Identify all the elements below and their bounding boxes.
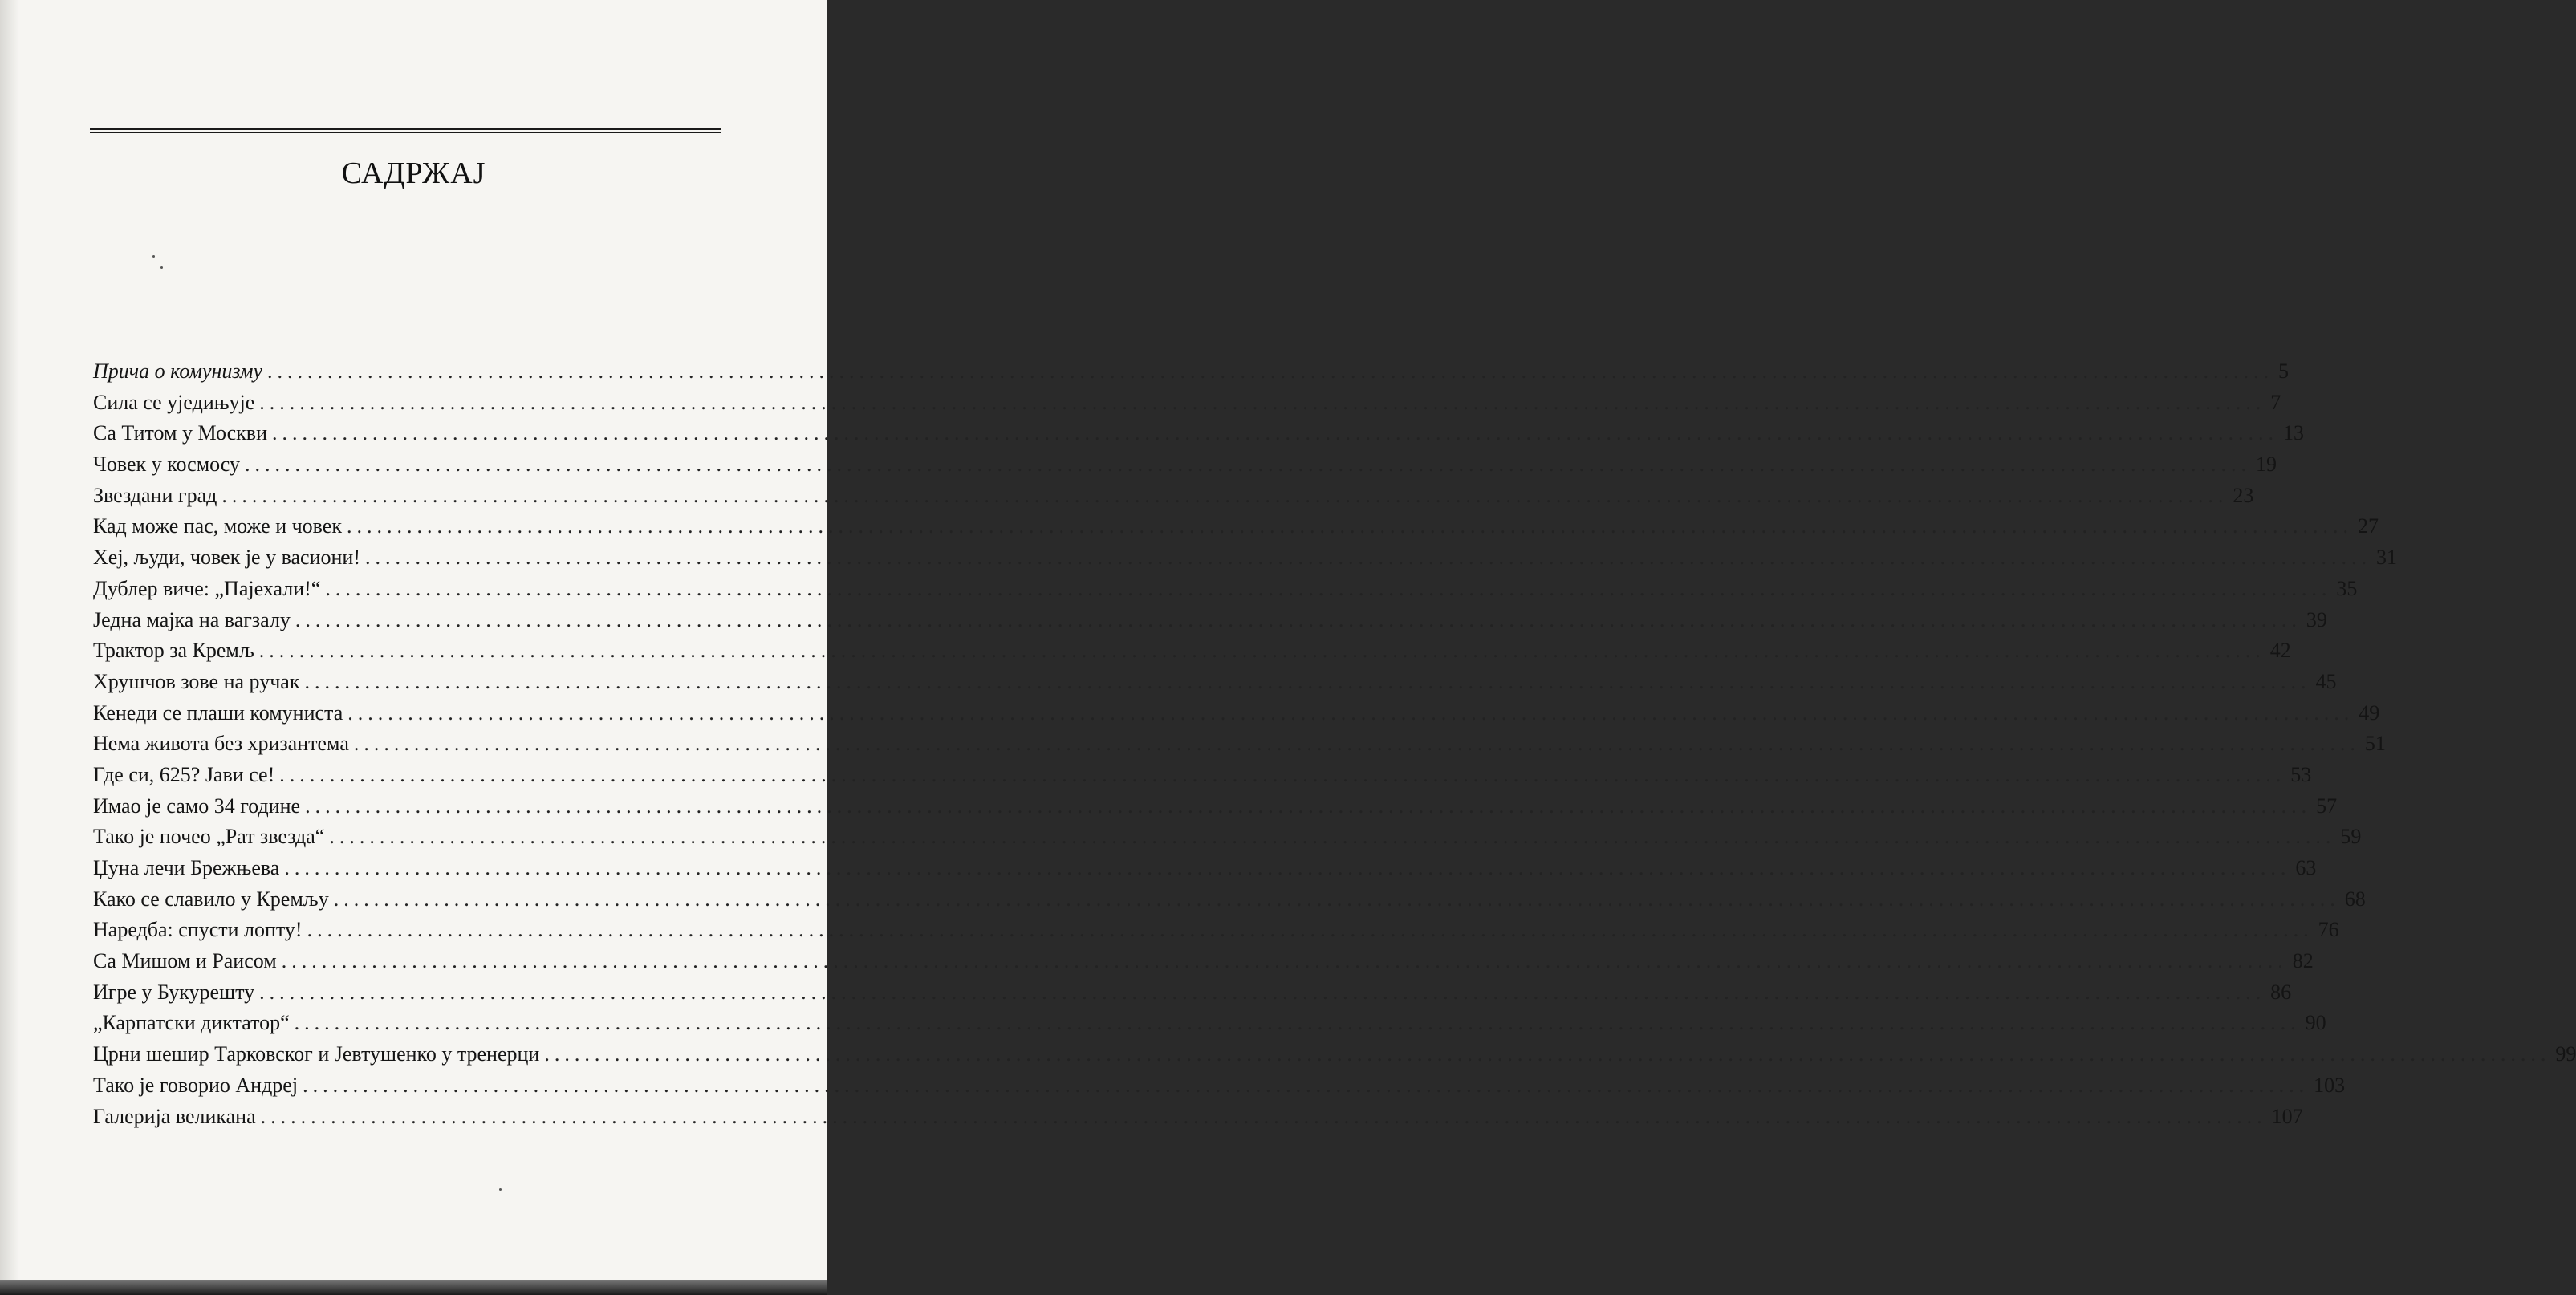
- toc-entry-title: Трактор за Кремљ: [93, 639, 254, 663]
- toc-entry-title: Тако је говорио Андреј: [93, 1073, 299, 1097]
- toc-leader-dots: ........................................................................................................................................................................................................: [267, 359, 2274, 383]
- toc-entry-title: Једна мајка на вагзалу: [93, 607, 291, 631]
- toc-entry: [93, 918, 2339, 949]
- toc-entry-page: 53: [2290, 762, 2312, 786]
- header-rule-thick: [90, 128, 721, 130]
- toc-leader-dots: ........................................................................................................................................................................................................: [279, 762, 2286, 786]
- toc-leader-dots: ........................................................................................................................................................................................................: [260, 1104, 2267, 1128]
- toc-entry-title: Хрушчов зове на ручак: [93, 669, 300, 693]
- toc-leader-dots: ........................................................................................................................................................................................................: [259, 390, 2266, 414]
- toc-entry: [93, 732, 2386, 763]
- toc-entry-page: 31: [2376, 546, 2397, 570]
- toc-leader-dots: ........................................................................................................................................................................................................: [294, 1011, 2301, 1035]
- toc-entry-title: Имао је само 34 године: [93, 794, 301, 818]
- toc-leader-dots: ........................................................................................................................................................................................................: [303, 1073, 2310, 1097]
- toc-entry-page: 42: [2269, 639, 2291, 663]
- toc-entry: [93, 514, 2379, 546]
- toc-leader-dots: ........................................................................................................................................................................................................: [295, 607, 2302, 631]
- toc-entry: [93, 576, 2358, 608]
- toc-entry-page: 39: [2306, 607, 2327, 631]
- toc-entry-title: Тако је почео „Рат звезда“: [93, 825, 325, 849]
- toc-leader-dots: ........................................................................................................................................................................................................: [346, 514, 2353, 538]
- toc-leader-dots: ........................................................................................................................................................................................................: [304, 669, 2311, 693]
- toc-entry: [93, 359, 2290, 391]
- toc-entry-title: Дублер виче: „Пајехали!“: [93, 576, 321, 600]
- toc-entry-title: Са Мишом и Раисом: [93, 949, 277, 973]
- toc-leader-dots: ........................................................................................................................................................................................................: [365, 546, 2371, 570]
- toc-entry: [93, 1042, 2576, 1074]
- toc-entry: [93, 390, 2281, 422]
- toc-entry-page: 45: [2315, 669, 2337, 693]
- toc-entry: [93, 980, 2292, 1012]
- toc-entry-title: Црни шешир Тарковског и Јевтушенко у тренерци: [93, 1042, 540, 1066]
- toc-entry-page: 27: [2357, 514, 2379, 538]
- toc-entry-title: Игре у Букурешту: [93, 980, 255, 1004]
- toc-entry: [93, 1104, 2303, 1136]
- toc-leader-dots: ........................................................................................................................................................................................................: [353, 732, 2360, 756]
- toc-leader-dots: ........................................................................................................................................................................................................: [281, 949, 2288, 973]
- toc-entry-page: 99: [2555, 1042, 2576, 1066]
- toc-leader-dots: ........................................................................................................................................................................................................: [221, 483, 2229, 507]
- toc-entry-page: 13: [2283, 421, 2304, 445]
- toc-entry-page: 90: [2305, 1011, 2326, 1035]
- toc-leader-dots: ........................................................................................................................................................................................................: [245, 453, 2251, 477]
- toc-entry-title: Наредба: спусти лопту!: [93, 918, 303, 942]
- toc-entry-title: Кенеди се плаши комуниста: [93, 700, 343, 725]
- toc-leader-dots: ........................................................................................................................................................................................................: [329, 825, 2336, 849]
- toc-entry: [93, 1011, 2326, 1042]
- toc-leader-dots: ........................................................................................................................................................................................................: [544, 1042, 2551, 1066]
- toc-entry-page: 59: [2340, 825, 2362, 849]
- toc-entry-title: Звездани град: [93, 483, 217, 507]
- toc-entry-title: Нема живота без хризантема: [93, 732, 349, 756]
- toc-entry: [93, 762, 2312, 794]
- table-of-contents: [93, 359, 2576, 1135]
- toc-entry-page: 5: [2278, 359, 2290, 383]
- toc-entry-page: 63: [2295, 856, 2317, 879]
- toc-entry-page: 103: [2314, 1073, 2346, 1097]
- toc-entry: [93, 453, 2277, 484]
- toc-entry: [93, 700, 2380, 733]
- header-rule-thin: [90, 132, 721, 133]
- toc-entry-page: 76: [2318, 918, 2339, 942]
- toc-entry-page: 35: [2336, 576, 2358, 600]
- speck-mark: [160, 266, 163, 269]
- speck-mark: [152, 255, 155, 258]
- toc-entry-page: 82: [2292, 949, 2314, 973]
- toc-entry: [93, 669, 2337, 701]
- toc-entry-title: Кад може пас, може и човек: [93, 514, 342, 538]
- page-edge-shadow: [0, 0, 19, 1280]
- toc-entry-page: 7: [2270, 390, 2281, 414]
- toc-entry: [93, 607, 2327, 639]
- toc-entry-title: Како се славило у Кремљу: [93, 887, 329, 911]
- toc-leader-dots: ........................................................................................................................................................................................................: [259, 980, 2266, 1004]
- toc-entry: [93, 421, 2304, 453]
- toc-entry: [93, 1073, 2346, 1105]
- toc-entry-title: Човек у космосу: [93, 453, 240, 477]
- toc-entry: [93, 483, 2254, 515]
- toc-entry: [93, 856, 2317, 887]
- toc-entry-title: Сила се уједињује: [93, 390, 255, 414]
- toc-entry: [93, 794, 2338, 826]
- toc-entry-page: 68: [2344, 887, 2366, 911]
- toc-entry: [93, 887, 2366, 919]
- toc-entry-title: Џуна лечи Брежњева: [93, 856, 280, 879]
- toc-entry: [93, 825, 2362, 856]
- scan-background: [0, 1280, 827, 1295]
- page-title: САДРЖАЈ: [341, 156, 486, 190]
- toc-entry: [93, 639, 2291, 670]
- toc-entry: [93, 949, 2314, 980]
- toc-leader-dots: ........................................................................................................................................................................................................: [284, 856, 2291, 879]
- toc-entry: [93, 546, 2397, 577]
- toc-entry-title: Прича о комунизму: [93, 359, 263, 383]
- toc-entry-title: Галерија великана: [93, 1104, 256, 1128]
- toc-leader-dots: ........................................................................................................................................................................................................: [272, 421, 2278, 445]
- speck-mark: [499, 1188, 502, 1191]
- toc-entry-title: „Карпатски диктатор“: [93, 1011, 290, 1035]
- toc-leader-dots: ........................................................................................................................................................................................................: [307, 918, 2314, 942]
- toc-leader-dots: ........................................................................................................................................................................................................: [305, 794, 2312, 818]
- toc-entry-page: 23: [2233, 483, 2254, 507]
- toc-entry-page: 86: [2270, 980, 2292, 1004]
- toc-leader-dots: ........................................................................................................................................................................................................: [347, 700, 2355, 725]
- toc-entry-page: 49: [2359, 700, 2380, 725]
- toc-leader-dots: ........................................................................................................................................................................................................: [325, 576, 2332, 600]
- toc-entry-page: 19: [2256, 453, 2277, 477]
- toc-leader-dots: ........................................................................................................................................................................................................: [258, 639, 2265, 663]
- toc-leader-dots: ........................................................................................................................................................................................................: [333, 887, 2340, 911]
- toc-entry-page: 51: [2364, 732, 2386, 756]
- toc-entry-title: Где си, 625? Јави се!: [93, 762, 275, 786]
- toc-entry-page: 57: [2316, 794, 2338, 818]
- toc-entry-title: Са Титом у Москви: [93, 421, 267, 445]
- toc-entry-page: 107: [2271, 1104, 2303, 1128]
- toc-entry-title: Хеј, људи, човек је у васиони!: [93, 546, 360, 570]
